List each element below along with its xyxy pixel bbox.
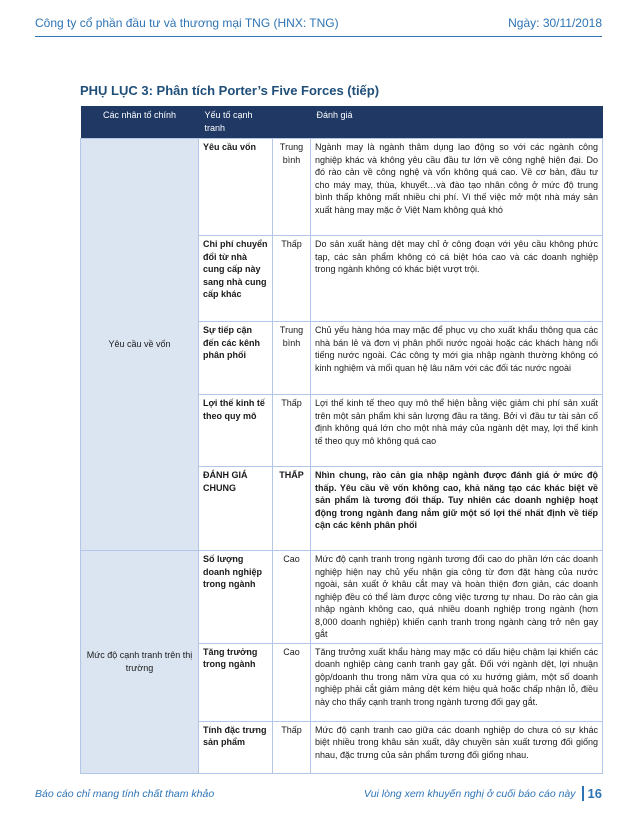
header-evaluation: Đánh giá: [311, 106, 603, 139]
page-header: [35, 16, 602, 30]
factor-cell: Tính đặc trưng sản phẩm: [199, 721, 273, 773]
factor-cell: ĐÁNH GIÁ CHUNG: [199, 467, 273, 551]
appendix-title: PHỤ LỤC 3: Phân tích Porter’s Five Forces (tiếp): [80, 83, 380, 98]
group-label-capital: Yêu cầu về vốn: [81, 139, 199, 551]
level-cell: Thấp: [273, 395, 311, 467]
group-label-competition: Mức độ cạnh tranh trên thị trường: [81, 551, 199, 774]
evaluation-cell: Do sản xuất hàng dệt may chỉ ở công đoạn với yêu cầu không phức tạp, các sản phẩm không có cá biệt hóa cao và các doanh nghiệp trong ngành không có khác biệt vượt trội.: [311, 236, 603, 322]
evaluation-cell: Mức độ cạnh tranh cao giữa các doanh nghiệp do chưa có sự khác biệt nhiều trong khâu sản xuất, dây chuyền sản xuất tương đối giống nhau, đặc trưng của sản phẩm tương đối giống nhau.: [311, 721, 603, 773]
table-header-row: [81, 106, 603, 139]
level-cell: Trung bình: [273, 322, 311, 395]
evaluation-cell: Tăng trưởng xuất khẩu hàng may mặc có dấu hiệu chậm lại khiến các doanh nghiệp càng cạnh tranh gay gắt. Đối với ngành dệt, lợi nhuận gộp/doanh thu trong năm vừa qua có xu hướng giảm, một số doanh nghiệp phải cắt giảm mảng dệt kém hiệu quả hoặc chấp nhận lỗ, điều này cho thấy cạnh tranh trong ngành tương đối gay gắt.: [311, 643, 603, 721]
header-competitive-factor: Yếu tố cạnh tranh: [199, 106, 273, 139]
level-cell: Thấp: [273, 721, 311, 773]
header-level: [273, 106, 311, 139]
level-cell: Thấp: [273, 236, 311, 322]
page-footer: [35, 786, 602, 801]
company-name: Công ty cổ phần đầu tư và thương mại TNG (HNX: TNG): [35, 16, 339, 30]
level-cell: THẤP: [273, 467, 311, 551]
evaluation-cell: Mức độ cạnh tranh trong ngành tương đối cao do phần lớn các doanh nghiệp hiện nay chủ yếu nhận gia công từ đơn đặt hàng của nước ngoài, sản xuất ở khâu cắt may và hoàn thiện đơn giản, các doanh nghiệp đều có thể làm được công việc tương tự nhau. Do rào cản gia nhập ngành không cao, quá nhiều doanh nghiệp trong ngành (hơn 8,000 doanh nghiệp) khiến cạnh tranh trong ngành càng trở nên gay gắt: [311, 551, 603, 644]
footer-disclaimer: Báo cáo chỉ mang tính chất tham khảo: [35, 787, 215, 800]
table-row: [81, 551, 603, 644]
header-main-factors: Các nhân tố chính: [81, 106, 199, 139]
footer-recommendation-note: Vui lòng xem khuyến nghị ở cuối báo cáo này: [363, 787, 576, 800]
table-row: [81, 139, 603, 236]
level-cell: Trung bình: [273, 139, 311, 236]
header-divider: [35, 36, 602, 37]
evaluation-cell: Chủ yếu hàng hóa may mặc để phục vụ cho xuất khẩu thông qua các nhà bán lẻ và đơn vị phân phối nước ngoài hoặc các khách hàng nổi tiếng nước ngoài. Các công ty mới gia nhập ngành thường không có kinh nghiệm và mối quan hệ lâu năm với các đối tác nước ngoài: [311, 322, 603, 395]
report-date: Ngày: 30/11/2018: [508, 16, 602, 30]
factor-cell: Lợi thế kinh tế theo quy mô: [199, 395, 273, 467]
factor-cell: Tăng trưởng trong ngành: [199, 643, 273, 721]
page-number: 16: [582, 786, 602, 801]
evaluation-cell: Lợi thế kinh tế theo quy mô thể hiện bằng việc giảm chi phí sản xuất trên một sản phẩm khi sản lượng đầu ra tăng. Bởi vì đầu tư tài sản cố định không quá lớn cho một nhà máy của ngành dệt may, lợi thế kinh tế theo quy mô không quá cao: [311, 395, 603, 467]
factor-cell: Chi phí chuyển đổi từ nhà cung cấp này sang nhà cung cấp khác: [199, 236, 273, 322]
level-cell: Cao: [273, 551, 311, 644]
evaluation-cell: Ngành may là ngành thâm dụng lao động so với các ngành công nghiệp khác và không yêu cầu đầu tư lớn về công nghệ hiện đại. Do đó rào cản về công nghệ và vốn không quá cao. Về cơ bản, đầu tư cho máy may, thùa, khuyết…và đào tạo nhân công ở mức độ trung bình thấp không mất nhiều chi phí. Vì thế việc mở một nhà máy sản xuất hàng may mặc ở Việt Nam không quá khó: [311, 139, 603, 236]
porter-five-forces-table: [80, 106, 603, 774]
factor-cell: Số lượng doanh nghiệp trong ngành: [199, 551, 273, 644]
factor-cell: Yêu cầu vốn: [199, 139, 273, 236]
factor-cell: Sự tiếp cận đến các kênh phân phối: [199, 322, 273, 395]
evaluation-cell: Nhìn chung, rào cản gia nhập ngành được đánh giá ở mức độ thấp. Yêu cầu về vốn không cao, khả năng tạo các khác biệt về sản phẩm là tương đối thấp. Tuy nhiên các doanh nghiệp hoạt động trong ngành đang nắm giữ một số lợi thế nhất định về tiếp cận các kênh phân phối: [311, 467, 603, 551]
level-cell: Cao: [273, 643, 311, 721]
